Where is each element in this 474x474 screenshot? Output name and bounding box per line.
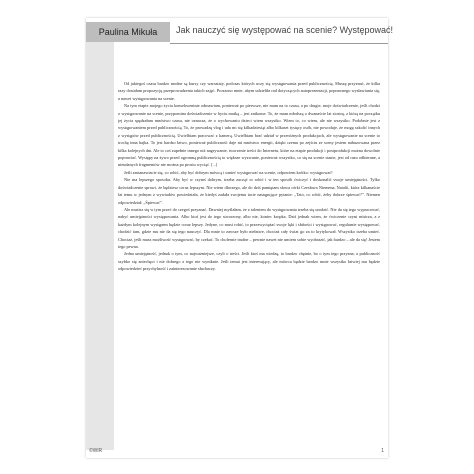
paragraph: Od jakiegoś czasu bardzo modne są kursy czy warsztaty, podczas których uczy się występowania przed publicznością. Muszę przyznać, że kilka razy dostałam propozycję przeprowadzenia takich zajęć. Proszono mnie, abym udzieliła rad dotyczących autoprezentacji, poprawnego wysławiania się, a nawet występowania na scenie. (118, 81, 380, 101)
publisher-mark: ©WiR (89, 448, 103, 454)
article-body (118, 80, 380, 436)
paragraph: Nie ma lepszego sposobu. Aby być w czymś dobrym, trzeba zacząć to robić i w ten sposób ćwiczyć i doskonalić swoje umiejętności. Tylko doświadczenie sprawi, że będziesz coraz lepszym. Nie wiem dlaczego, ale do dziś pamiętam słowa córki Czesława Niemena, Natalii, która kilkanaście lat temu w jednym z wywiadów powiedziała, że kiedyś zadała swojemu tacie następujące pytanie: „Tato, co robić, żeby dobrze śpiewać?”. Niemen odpowiedział: „Śpiewać”. (118, 177, 380, 205)
page-number: 1 (381, 448, 384, 454)
paragraph: Na tym etapie mojego życia konsekwentnie odmawiam, ponieważ po pierwsze, nie mam na to czasu, a po drugie, moje doświadczenie, jeśli chodzi o występowanie na scenie, przypomina doświadczenie w byciu matką – jest znikome. To, że mam młodszą o dwanaście lat siostrę, z którą na początku jej życia spędzałam mnóstwo czasu, nie oznacza, że o wychowaniu dzieci wiem wszystko. Wiem to, co wiem, ale nie wszystko. Podobnie jest z występowaniem przed publicznością. To, że prowadzę vlog i uda mi się kilkadziesiąt albo kilkaset tysięcy osób, nie powoduje, że mogę szkolić innych z występów przed publicznością. Uwielbiam pracować z kamerą. Uwielbiam brać udział w przeróżnych produkcjach, ale występowanie na scenie to trochę inna bajka. To jest bardzo łatwo, ponieważ publiczność daje mi mnóstwo energii, dzięki czemu po zejściu ze sceny jestem nabuzowana przez kilka kolejnych dni. Ale to coś zupełnie innego niż nagrywanie, tworzenie treści do Internetu, które na etapie produkcji i postprodukcji można dowolnie poprawiać. Występy na żywo przed ogromną publicznością to większe wyzwanie, ponieważ wszystko, co się na scenie stanie, jest od razu odbierane, a nieudanych fragmentów nie można po prostu wyciąć. [...] (118, 103, 380, 168)
document-page (86, 18, 394, 458)
left-margin-bar (86, 38, 114, 450)
page-title: Jak nauczyć się występować na scenie? Występować! (176, 25, 394, 35)
page-header (86, 22, 394, 42)
paragraph: Ale musisz się w tym przeć do czegoś przyznać. Dawniej myślałam, że z talentem do występowania trzeba się urodzić. Nie da się tego wypracować, nabyć umiejętności występowania. Albo ktoś jest do tego stworzony, albo nie, koniec kropka. Dziś jednak wiem, że ćwiczenie czyni mistrza, a z każdym kolejnym występem będzie coraz lepszy. Jedyne, co musi robić, to przezwyciężać swoje lęki i słabości i występować, regularnie występować, chodzić tam, gdzie mu nie da się tego nauczyć. Dla mnie to zawsze było niełatwe, chociaż cały świat go za to krytykował. Wszystko trzeba umieć. Chociaż, jeśli masz możliwość występować, by czekać. To cholernie trudne – pewnie nawet nie umiem sobie wyobrazić, jak bardzo – ale da się! Jestem tego pewna. (118, 206, 380, 249)
author-name: Paulina Mikuła (86, 22, 170, 42)
header-rule (170, 43, 388, 44)
paragraph: Jeśli zastanawiacie się, co robić, aby być dobrym mówcą i umieć występować na scenie, odpowiem krótko: występować! (124, 169, 333, 175)
paragraph: Jedna umiejętność, jednak o tym, co najważniejsze, czyli o treści. Jeśli ktoś ma wiedzę, to bardzo chętnie, bo o tym tego przyzna, a publiczność szybko się zniechęci i nie dobrego z tego nie wyniknie. Jeśli temat jest interesujący, ale mówca będzie bardzo mnie wszystko łatwiej mu będzie odpowiedzieć przychylność i zainteresowanie słuchaczy. (118, 251, 380, 272)
